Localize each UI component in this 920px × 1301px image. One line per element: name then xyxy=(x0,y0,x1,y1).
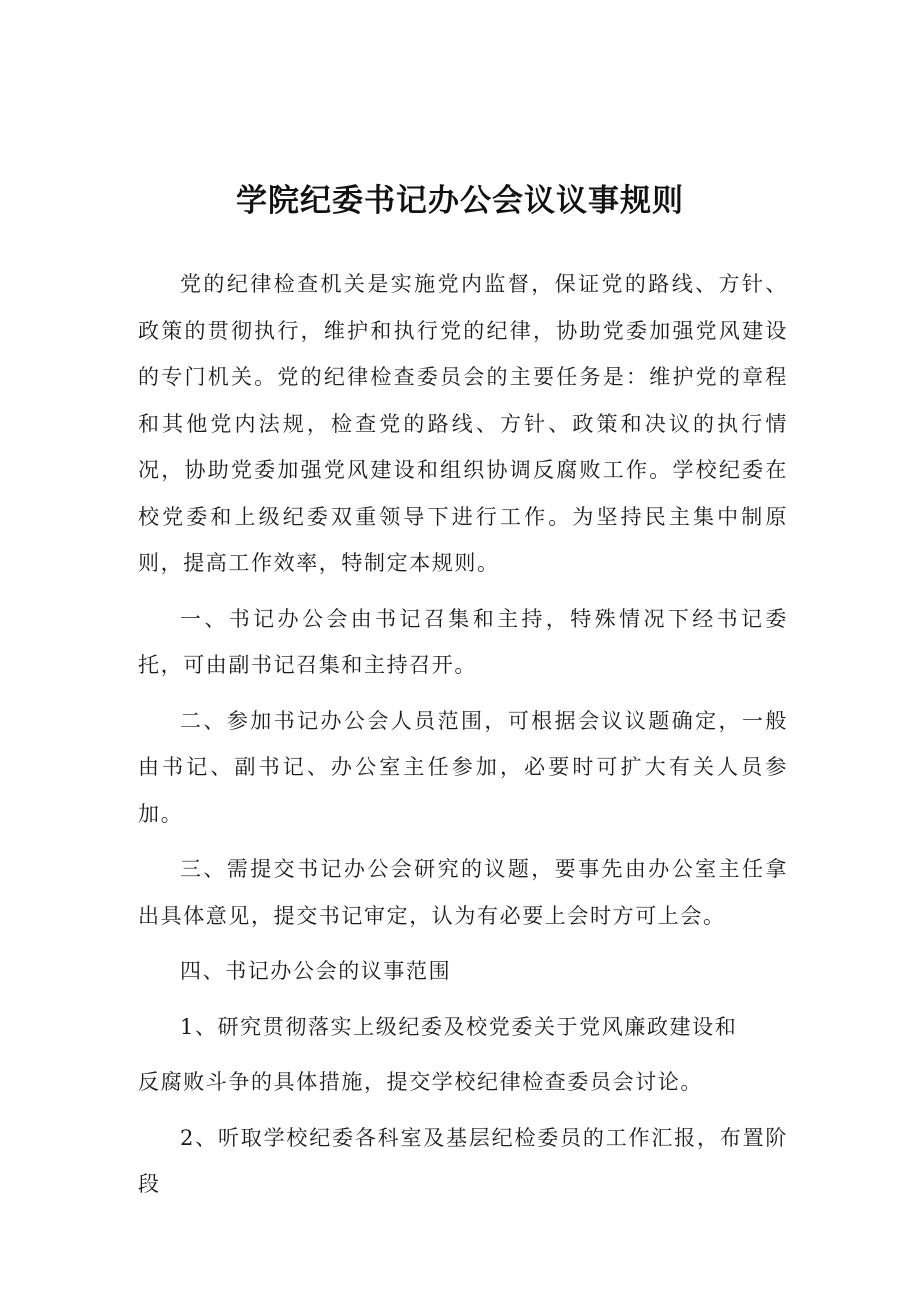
paragraph-subitem-1-line-2: 反腐败斗争的具体措施，提交学校纪律检查委员会讨论。 xyxy=(138,1070,703,1094)
paragraph-subitem-2: 2、听取学校纪委各科室及基层纪检委员的工作汇报，布置阶段 xyxy=(138,1125,788,1196)
paragraph-item-1: 一、书记办公会由书记召集和主持，特殊情况下经书记委托，可由副书记召集和主持召开。 xyxy=(138,606,788,677)
paragraph-subitem-1-line-1: 1、研究贯彻落实上级纪委及校党委关于党风廉政建设和 xyxy=(180,1014,738,1039)
paragraph-preamble: 党的纪律检查机关是实施党内监督，保证党的路线、方针、政策的贯彻执行，维护和执行党的纪律，协助党委加强党风建设的专门机关。党的纪律检查委员会的主要任务是：维护党的章程和其他党内法规，检查党的路线、方针、政策和决议的执行情况，协助党委加强党风建设和组织协调反腐败工作。学校纪委在校党委和上级纪委双重领导下进行工作。为坚持民主集中制原则，提高工作效率，特制定本规则。 xyxy=(138,272,788,575)
document-body xyxy=(138,261,788,1208)
paragraph-item-3: 三、需提交书记办公会研究的议题，要事先由办公室主任拿出具体意见，提交书记审定，认为有必要上会时方可上会。 xyxy=(138,857,788,928)
document-title: 学院纪委书记办公会议议事规则 xyxy=(236,183,684,219)
paragraph-item-2: 二、参加书记办公会人员范围，可根据会议议题确定，一般由书记、副书记、办公室主任参加，必要时可扩大有关人员参加。 xyxy=(138,708,788,826)
paragraph-item-4-heading: 四、书记办公会的议事范围 xyxy=(180,959,452,983)
